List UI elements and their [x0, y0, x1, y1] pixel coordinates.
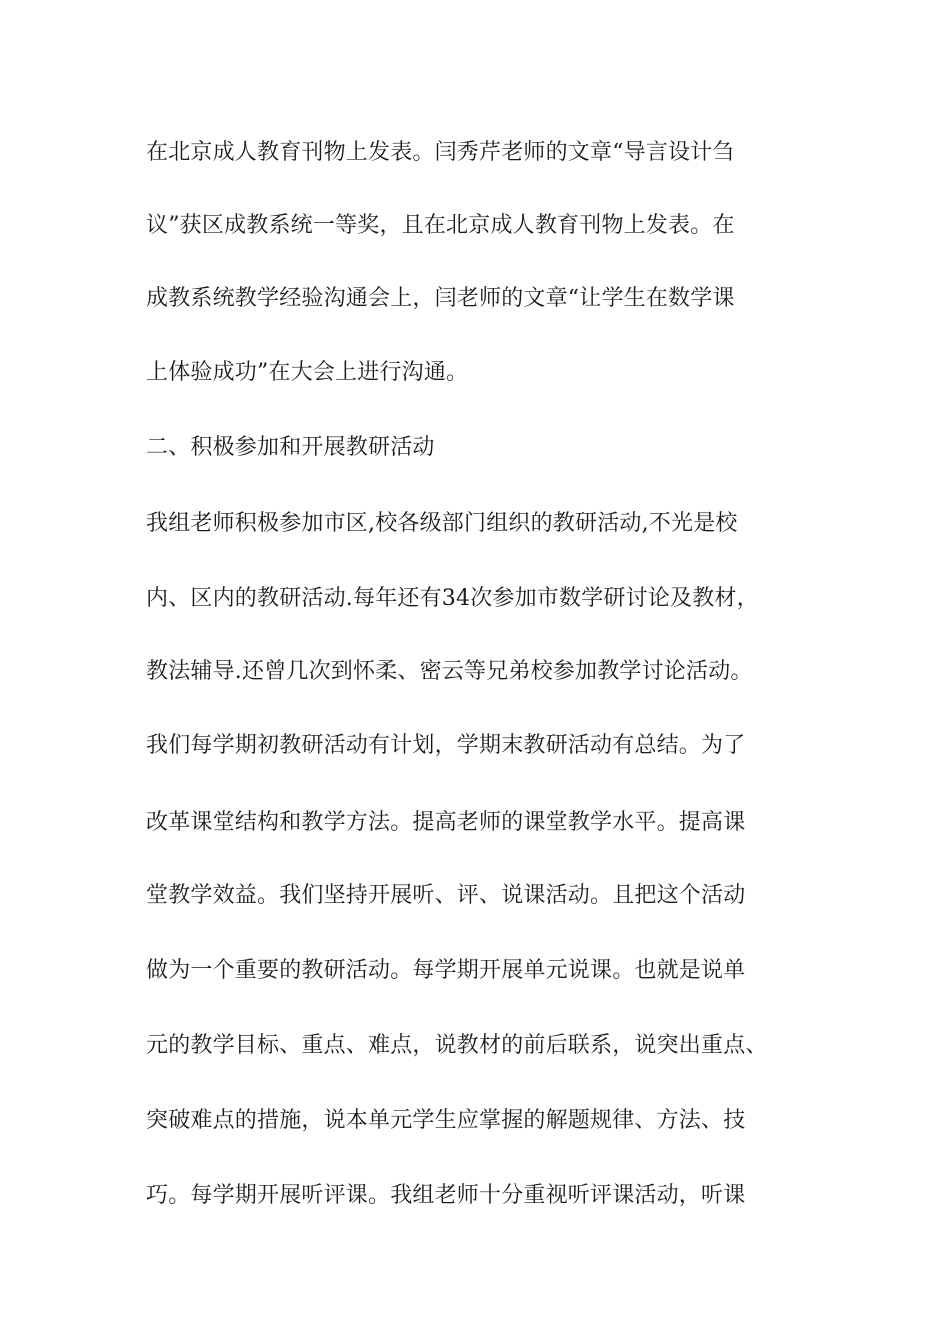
section-heading: 二、积极参加和开展教研活动 [146, 435, 435, 460]
paragraph-line: 做为一个重要的教研活动。每学期开展单元说课。也就是说单 [146, 958, 746, 983]
paragraph-line: 我们每学期初教研活动有计划，学期末教研活动有总结。为了 [146, 733, 746, 758]
paragraph-line: 内、区内的教研活动.每年还有34次参加市数学研讨论及教材， [146, 586, 759, 611]
paragraph-line: 元的教学目标、重点、难点，说教材的前后联系，说突出重点、 [146, 1033, 768, 1058]
paragraph-line: 议”获区成教系统一等奖，且在北京成人教育刊物上发表。在 [146, 213, 735, 238]
paragraph-line: 成教系统教学经验沟通会上，闫老师的文章“让学生在数学课 [146, 286, 735, 311]
paragraph-line: 我组老师积极参加市区,校各级部门组织的教研活动,不光是校 [146, 511, 738, 536]
paragraph-line: 上体验成功”在大会上进行沟通。 [146, 360, 469, 385]
paragraph-line: 堂教学效益。我们坚持开展听、评、说课活动。且把这个活动 [146, 883, 746, 908]
paragraph-line: 改革课堂结构和教学方法。提高老师的课堂教学水平。提高课 [146, 810, 746, 835]
paragraph-line: 巧。每学期开展听评课。我组老师十分重视听评课活动，听课 [146, 1183, 746, 1208]
paragraph-line: 教法辅导.还曾几次到怀柔、密云等兄弟校参加教学讨论活动。 [146, 659, 753, 684]
paragraph-line: 在北京成人教育刊物上发表。闫秀芹老师的文章“导言设计刍 [146, 140, 735, 165]
paragraph-line: 突破难点的措施，说本单元学生应掌握的解题规律、方法、技 [146, 1108, 746, 1133]
